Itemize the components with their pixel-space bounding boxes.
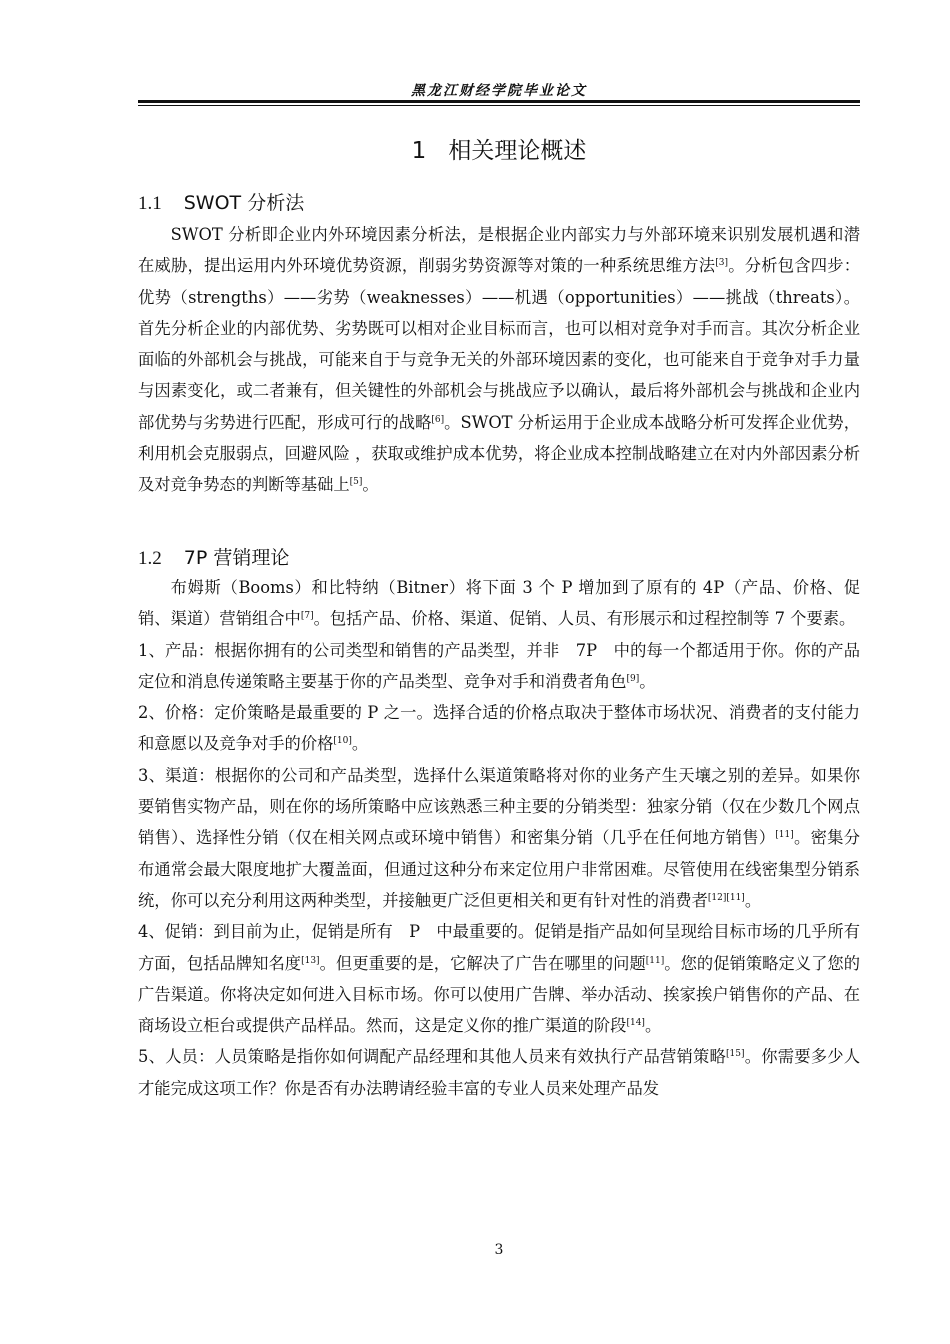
section-1-1-body	[138, 219, 860, 501]
header-rule-thin	[138, 105, 860, 106]
paragraph-text: 。密集分布通常会最大限度地扩大覆盖面，但通过这种分布来定位用户非常困难。尽管使用在线密集型分销系统，你可以充分利用这两种类型，并接触更广泛但更相关和更有针对性的消费者	[138, 828, 860, 910]
paragraph-text: 。	[644, 1016, 662, 1036]
citation: [10]	[333, 736, 352, 747]
paragraph-text: 1、产品：根据你拥有的公司类型和销售的产品类型，并非 7P 中的每一个都适用于你。你的产品定位和消息传递策略主要基于你的产品类型、竞争对手和消费者角色	[138, 640, 860, 691]
chapter-title-text: 相关理论概述	[448, 138, 587, 164]
list-item	[138, 916, 860, 1041]
section-title: 7P 营销理论	[183, 547, 290, 569]
citation: [15]	[726, 1049, 745, 1060]
paragraph-text: SWOT 分析即企业内外环境因素分析法，是根据企业内部实力与外部环境来识别发展机遇和潜在威胁，提出运用内外环境优势资源，削弱劣势资源等对策的一种系统思维方法	[138, 225, 860, 276]
header-rule-thick	[138, 100, 860, 103]
chapter-title	[138, 132, 860, 165]
citation: [11]	[775, 830, 794, 841]
citation: [11]	[645, 955, 665, 966]
list-item	[138, 635, 860, 698]
paragraph-text: 2、价格：定价策略是最重要的 P 之一。选择合适的价格点取决于整体市场状况、消费者的支付能力和意愿以及竞争对手的价格	[138, 703, 860, 754]
paragraph-text: 。	[362, 475, 379, 495]
paragraph-text: 。你需要多少人才能完成这项工作？你是否有办法聘请经验丰富的专业人员来处理产品发	[138, 1047, 860, 1098]
paragraph-text: 。	[351, 734, 369, 754]
chapter-number: 1	[411, 138, 427, 164]
section-number: 1.2	[138, 548, 162, 569]
paragraph-text: 。但更重要的是，它解决了广告在哪里的问题	[319, 953, 646, 973]
section-title: SWOT 分析法	[183, 192, 305, 214]
paragraph-text: 。分析包含四步：优势（strengths）——劣势（weaknesses）——机遇（opportunities）——挑战（threats）。首先分析企业的内部优势、劣势既可以相对企业目标而言，也可以相对竞争对手而言。其次分析企业面临的外部机会与挑战，可能来自于与竞争无关的外部环境因素的变化，也可能来自于竞争对手力量与因素变化，或二者兼有，但关键性的外部机会与挑战应予以确认，最后将外部机会与挑战和企业内部优势与劣势进行匹配，形成可行的战略	[138, 256, 860, 432]
list-item	[138, 697, 860, 760]
section-1-2-body	[138, 572, 860, 1104]
citation: [9]	[626, 673, 640, 684]
page-number: 3	[494, 1242, 504, 1258]
citation: [13]	[301, 955, 320, 966]
paragraph-text: 。SWOT 分析运用于企业成本战略分析可发挥企业优势，利用机会克服弱点，回避风险 ，获取或维护成本优势，将企业成本控制战略建立在对内外部因素分析及对竞争势态的判断等基础上	[138, 412, 860, 495]
paragraph-text: 。	[744, 890, 762, 910]
paragraph-text: 。包括产品、价格、渠道、促销、人员、有形展示和过程控制等 7 个要素。	[313, 609, 856, 629]
paragraph-text: 4、促销：到目前为止，促销是所有 P 中最重要的。促销是指产品如何呈现给目标市场的几乎所有方面，包括品牌知名度	[138, 922, 860, 973]
paragraph	[138, 572, 860, 635]
paragraph	[138, 219, 860, 501]
citation: [12][11]	[707, 892, 745, 903]
list-item	[138, 760, 860, 916]
paragraph-text: 3、渠道：根据你的公司和产品类型，选择什么渠道策略将对你的业务产生天壤之别的差异。如果你要销售实物产品，则在你的场所策略中应该熟悉三种主要的分销类型：独家分销（仅在少数几个网点销售）、选择性分销（仅在相关网点或环境中销售）和密集分销（几乎在任何地方销售）	[138, 765, 860, 848]
citation: [3]	[715, 258, 729, 269]
page-header: 黑龙江财经学院毕业论文	[411, 83, 587, 99]
paragraph-text: 布姆斯（Booms）和比特纳（Bitner）将下面 3 个 P 增加到了原有的 4P（产品、价格、促销、渠道）营销组合中	[138, 578, 860, 629]
section-heading-1-2	[138, 543, 289, 570]
citation: [7]	[300, 611, 314, 622]
paragraph-text: 。您的促销策略定义了您的广告渠道。你将决定如何进入目标市场。你可以使用广告牌、举办活动、挨家挨户销售你的产品、在商场设立柜台或提供产品样品。然而，这是定义你的推广渠道的阶段	[138, 953, 860, 1036]
citation: [6]	[431, 414, 445, 425]
paragraph-text: 5、人员：人员策略是指你如何调配产品经理和其他人员来有效执行产品营销策略	[138, 1047, 727, 1067]
citation: [5]	[349, 477, 363, 488]
citation: [14]	[626, 1018, 645, 1029]
paragraph-text: 。	[639, 671, 656, 691]
list-item	[138, 1041, 860, 1104]
section-number: 1.1	[138, 193, 162, 214]
section-heading-1-1	[138, 188, 304, 215]
